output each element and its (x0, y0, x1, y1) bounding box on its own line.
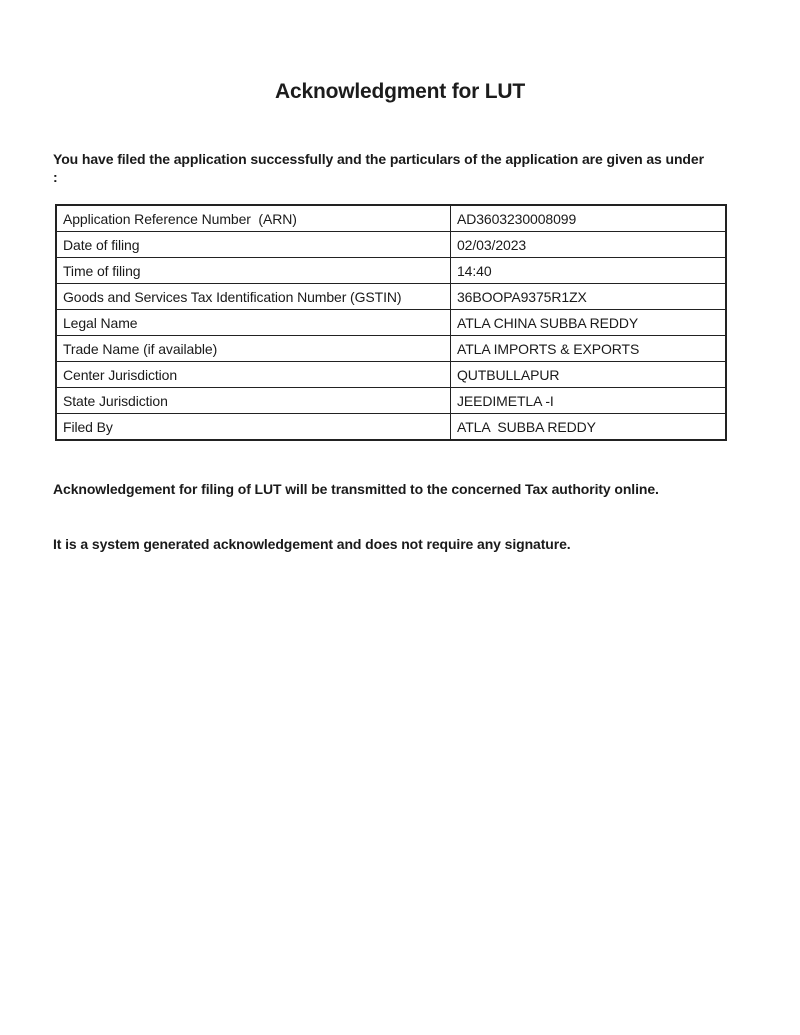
table-row (56, 205, 726, 232)
intro-text: You have filed the application successfully and the particulars of the application are given as under : (53, 151, 708, 185)
table-row (56, 414, 726, 441)
row-label-state-jurisdiction: State Jurisdiction (56, 388, 451, 414)
row-label-arn: Application Reference Number (ARN) (56, 205, 451, 232)
row-value-trade-name: ATLA IMPORTS & EXPORTS (451, 336, 727, 362)
table-row (56, 310, 726, 336)
row-label-date-of-filing: Date of filing (56, 232, 451, 258)
acknowledgment-details-table (55, 204, 727, 441)
row-label-filed-by: Filed By (56, 414, 451, 441)
table-row (56, 336, 726, 362)
row-label-center-jurisdiction: Center Jurisdiction (56, 362, 451, 388)
row-value-state-jurisdiction: JEEDIMETLA -I (451, 388, 727, 414)
row-value-gstin: 36BOOPA9375R1ZX (451, 284, 727, 310)
row-value-arn: AD3603230008099 (451, 205, 727, 232)
page-title: Acknowledgment for LUT (275, 80, 525, 103)
row-value-date-of-filing: 02/03/2023 (451, 232, 727, 258)
table-row (56, 284, 726, 310)
transmission-note-text: Acknowledgement for filing of LUT will be transmitted to the concerned Tax authority online. (53, 481, 659, 497)
row-label-time-of-filing: Time of filing (56, 258, 451, 284)
row-value-center-jurisdiction: QUTBULLAPUR (451, 362, 727, 388)
table-row (56, 232, 726, 258)
row-value-legal-name: ATLA CHINA SUBBA REDDY (451, 310, 727, 336)
system-generated-note-text: It is a system generated acknowledgement and does not require any signature. (53, 536, 571, 552)
table-row (56, 388, 726, 414)
row-label-legal-name: Legal Name (56, 310, 451, 336)
row-value-time-of-filing: 14:40 (451, 258, 727, 284)
row-label-trade-name: Trade Name (if available) (56, 336, 451, 362)
table-row (56, 258, 726, 284)
table-row (56, 362, 726, 388)
row-label-gstin: Goods and Services Tax Identification Number (GSTIN) (56, 284, 451, 310)
row-value-filed-by: ATLA SUBBA REDDY (451, 414, 727, 441)
